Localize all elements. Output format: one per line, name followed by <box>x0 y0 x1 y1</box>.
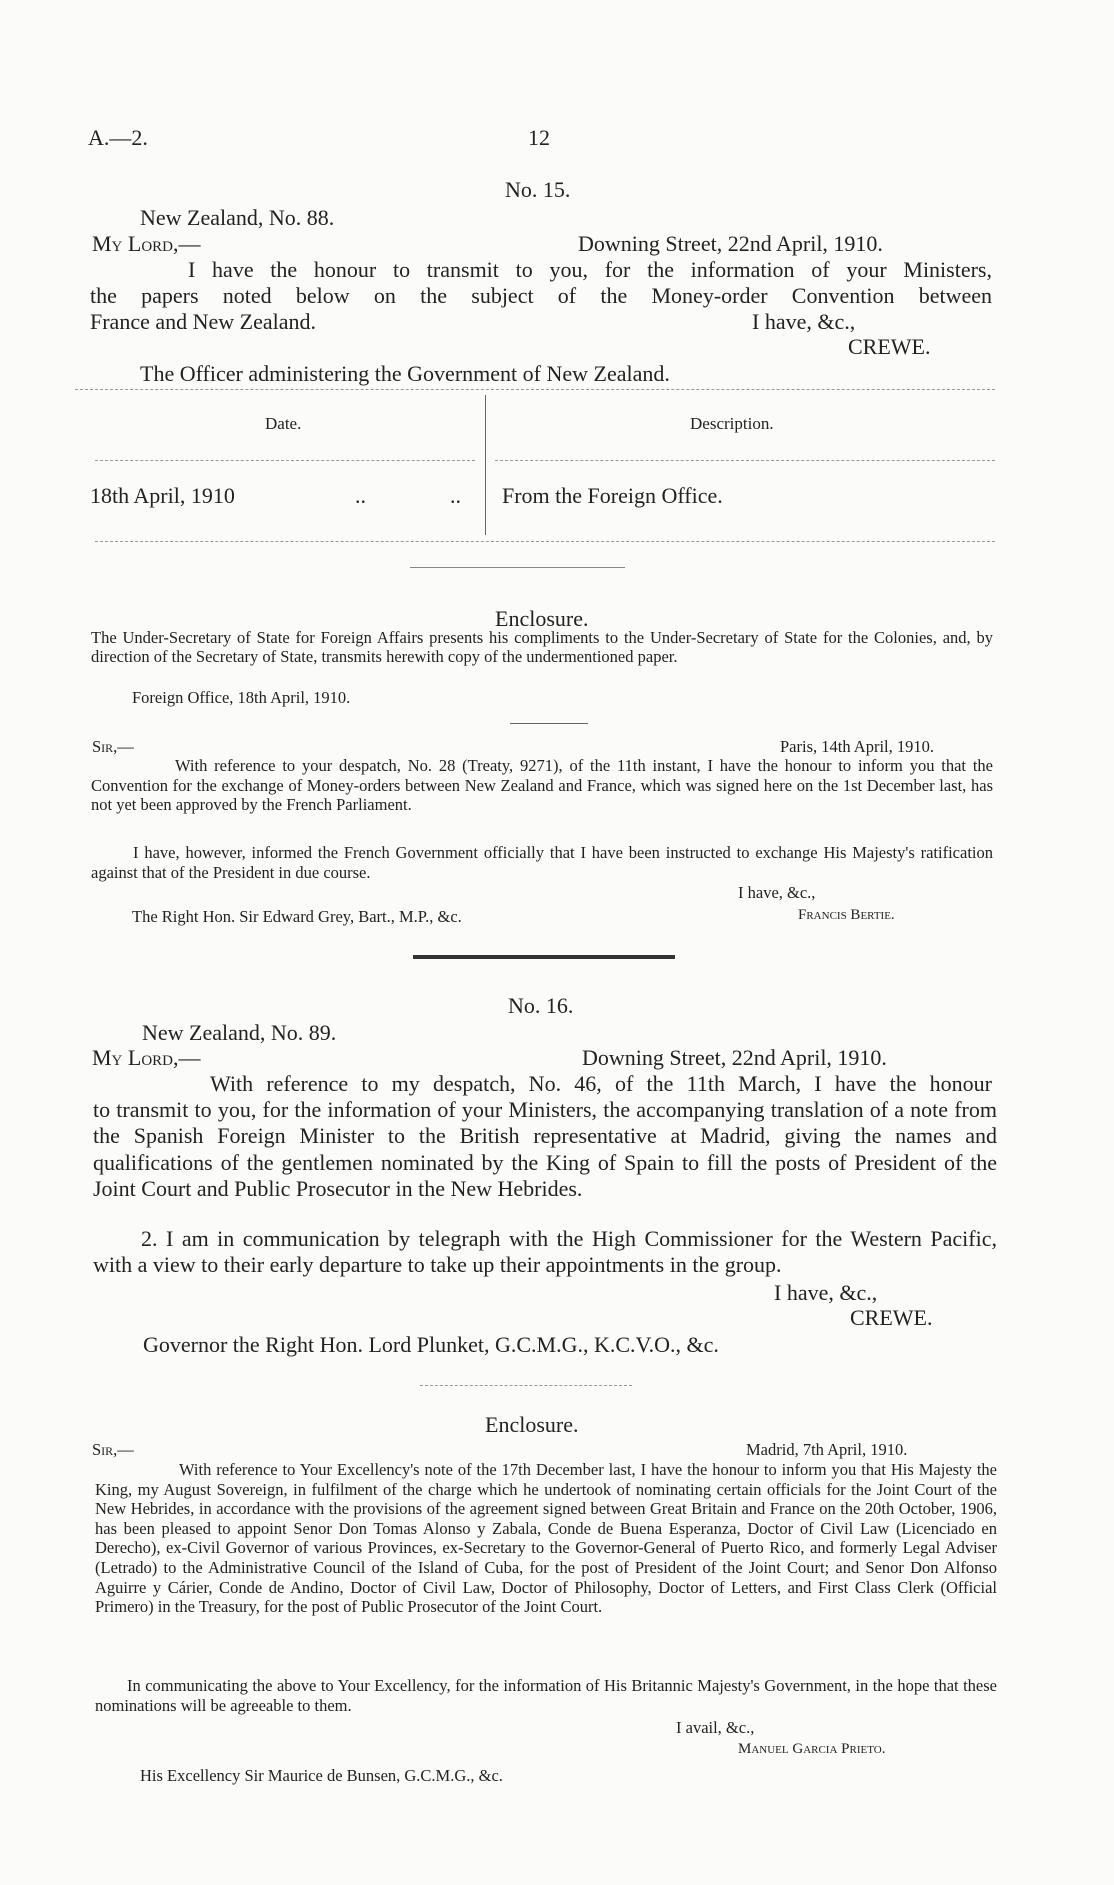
letter-closing: I have, &c., <box>738 883 816 902</box>
letter-paragraph: I have, however, informed the French Government officially that I have been instructed to exchange His Majesty's ratification against that of the President in due course. <box>91 843 993 882</box>
place-date: Downing Street, 22nd April, 1910. <box>578 231 883 256</box>
letter-place-date: Paris, 14th April, 1910. <box>780 737 935 756</box>
despatch-paragraph: to transmit to you, for the information of your Ministers, the accompanying translation of a note from the Spanish Foreign Minister to the British representative at Madrid, giving the names and qualifications of the gentlemen nominated by the King of Spain to fill the posts of President of the Joint Court and Public Prosecutor in the New Hebrides. <box>93 1097 997 1202</box>
table-column-divider <box>485 395 486 535</box>
body-line: I have the honour to transmit to you, for the information of your Ministers, <box>188 257 992 282</box>
letter-addressee: His Excellency Sir Maurice de Bunsen, G.C.M.G., &c. <box>140 1766 503 1785</box>
closing: I have, &c., <box>752 309 856 334</box>
section-rule <box>410 567 625 568</box>
enclosure-intro: The Under-Secretary of State for Foreign Affairs presents his compliments to the Under-Secretary of State for the Colonies, and, by direction of the Secretary of State, transmits herewith copy of the undermentioned paper. <box>91 628 993 666</box>
letter-closing: I avail, &c., <box>676 1718 755 1737</box>
table-rule-top <box>75 389 995 390</box>
table-leader-dots: .. <box>450 483 461 508</box>
body-line: France and New Zealand. <box>90 309 317 334</box>
table-cell-description: From the Foreign Office. <box>502 483 723 508</box>
body-line: the papers noted below on the subject of the Money-order Convention between <box>90 283 992 308</box>
table-rule-middle <box>95 460 475 461</box>
signature: CREWE. <box>848 334 931 359</box>
table-cell-date: 18th April, 1910 <box>90 483 235 508</box>
nz-despatch-number: New Zealand, No. 89. <box>142 1020 337 1045</box>
letter-salutation: Sir,— <box>92 737 134 756</box>
section-divider <box>413 955 675 959</box>
table-leader-dots: .. <box>355 483 366 508</box>
table-rule-bottom <box>95 541 995 542</box>
letter-signature: Manuel Garcia Prieto. <box>738 1741 886 1757</box>
letter-addressee: The Right Hon. Sir Edward Grey, Bart., M.P., &c. <box>132 907 462 926</box>
body-line: With reference to my despatch, No. 46, of the 11th March, I have the honour <box>210 1071 992 1096</box>
letter-paragraph: With reference to your despatch, No. 28 (Treaty, 9271), of the 11th instant, I have the honour to inform you that the Convention for the exchange of Money-orders between New Zealand and France, which was signed here on the 1st December last, has not yet been approved by the French Parliament. <box>91 756 993 814</box>
document-reference: A.—2. <box>88 125 148 150</box>
section-rule <box>420 1385 632 1386</box>
enclosure-title: Enclosure. <box>485 1412 579 1437</box>
letter-paragraph: In communicating the above to Your Excellency, for the information of His Britannic Majesty's Government, in the hope that these nominations will be agreeable to them. <box>95 1676 997 1715</box>
addressee: The Officer administering the Government of New Zealand. <box>140 361 670 386</box>
signature: CREWE. <box>850 1305 933 1330</box>
salutation: My Lord,— <box>92 231 201 256</box>
table-header-date: Date. <box>265 414 302 433</box>
table-header-description: Description. <box>690 414 774 433</box>
short-rule <box>510 723 588 724</box>
addressee: Governor the Right Hon. Lord Plunket, G.C.M.G., K.C.V.O., &c. <box>143 1332 719 1357</box>
letter-paragraph: With reference to Your Excellency's note of the 17th December last, I have the honour to inform you that His Majesty the King, my August Sovereign, in fulfilment of the charge which he undertook of nominating certain officials for the Joint Court of the New Hebrides, in accordance with the provisions of the agreement signed between Great Britain and France on the 20th October, 1906, has been pleased to appoint Senor Don Tomas Alonso y Zabala, Conde de Buena Esperanza, Doctor of Civil Law (Licenciado en Derecho), ex-Civil Governor of various Provinces, ex-Secretary to the Governor-General of Puerto Rico, and formerly Legal Adviser (Letrado) to the Administrative Council of the Island of Cuba, for the post of President of the Joint Court; and Senor Don Alfonso Aguirre y Cárier, Conde de Andino, Doctor of Civil Law, Doctor of Philosophy, Doctor of Letters, and First Class Clerk (Official Primero) in the Treasury, for the post of Public Prosecutor of the Joint Court. <box>95 1460 997 1617</box>
enclosure-title: Enclosure. <box>495 606 589 631</box>
letter-salutation: Sir,— <box>92 1440 134 1459</box>
enclosure-place-date: Foreign Office, 18th April, 1910. <box>132 688 351 707</box>
despatch-paragraph: 2. I am in communication by telegraph with the High Commissioner for the Western Pacific, with a view to their early departure to take up their appointments in the group. <box>93 1226 997 1278</box>
nz-despatch-number: New Zealand, No. 88. <box>140 205 335 230</box>
letter-place-date: Madrid, 7th April, 1910. <box>746 1440 908 1459</box>
page-number: 12 <box>528 125 550 150</box>
despatch-number: No. 15. <box>505 177 571 202</box>
salutation: My Lord,— <box>92 1045 201 1070</box>
place-date: Downing Street, 22nd April, 1910. <box>582 1045 887 1070</box>
despatch-number: No. 16. <box>508 993 574 1018</box>
table-rule-middle <box>495 460 995 461</box>
letter-signature: Francis Bertie. <box>798 907 895 923</box>
closing: I have, &c., <box>774 1280 878 1305</box>
